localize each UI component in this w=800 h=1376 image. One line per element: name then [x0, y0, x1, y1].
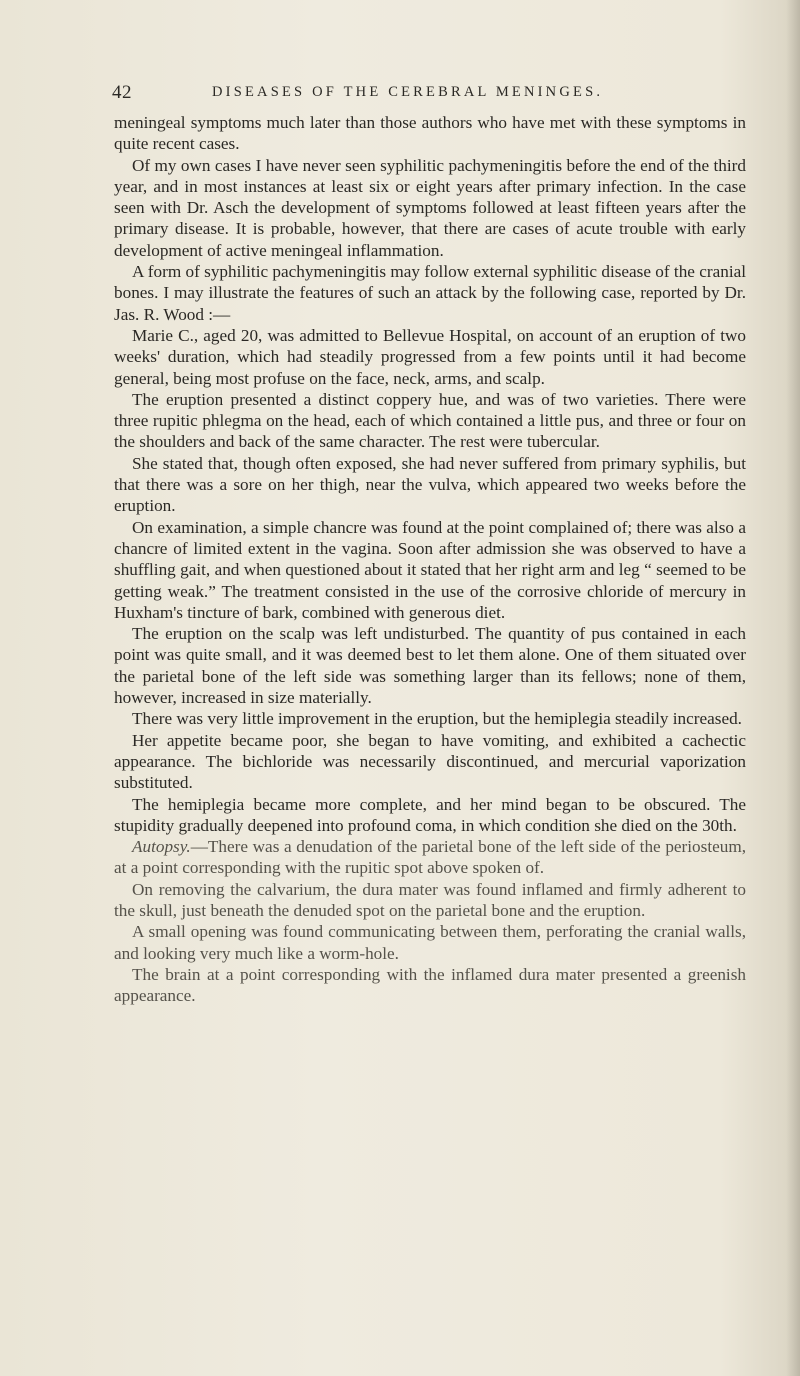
page-number: 42 — [112, 82, 132, 103]
paragraph: Her appetite became poor, she began to have vomiting, and exhibited a cachectic appearance. The bichloride was necessarily discontinued, and mercurial vaporization substituted. — [114, 730, 746, 793]
paragraph: The eruption presented a distinct coppery hue, and was of two varieties. There were three rupitic phlegma on the head, each of which contained a little pus, and three or four on the shoulders and back of the same character. The rest were tubercular. — [114, 389, 746, 452]
paragraph: The hemiplegia became more complete, and her mind began to be obscured. The stupidity gradually deepened into profound coma, in which condition she died on the 30th. — [114, 794, 746, 835]
running-head — [112, 82, 752, 106]
paragraph: Of my own cases I have never seen syphilitic pachymeningitis before the end of the third year, and in most instances at least six or eight years after primary infection. In the case seen with Dr. Asch the development of symptoms followed at least fifteen years after the primary disease. It is probable, however, that there are cases of acute trouble with early development of active meningeal inflammation. — [114, 155, 746, 260]
autopsy-text: —There was a denudation of the parietal bone of the left side of the periosteum, at a point corresponding with the rupitic spot above spoken of. — [114, 837, 746, 878]
paragraph: There was very little improvement in the eruption, but the hemiplegia steadily increased. — [132, 709, 742, 729]
page-edge-shadow — [786, 0, 800, 1376]
autopsy-heading: Autopsy. — [132, 837, 191, 857]
paragraph: She stated that, though often exposed, she had never suffered from primary syphilis, but that there was a sore on her thigh, near the vulva, which appeared two weeks before the eruption. — [114, 453, 746, 516]
paragraph: Marie C., aged 20, was admitted to Bellevue Hospital, on account of an eruption of two weeks' duration, which had steadily progressed from a few points until it had become general, being most profuse on the face, neck, arms, and scalp. — [114, 325, 746, 388]
paragraph: A form of syphilitic pachymeningitis may follow external syphilitic disease of the cranial bones. I may illustrate the features of such an attack by the following case, reported by Dr. Jas. R. Wood :— — [114, 262, 746, 324]
paragraph: On removing the calvarium, the dura mater was found inflamed and firmly adherent to the skull, just beneath the denuded spot on the parietal bone and the eruption. — [114, 879, 746, 920]
paragraph: The eruption on the scalp was left undisturbed. The quantity of pus contained in each point was quite small, and it was deemed best to let them alone. One of them situated over the parietal bone of the left side was something larger than its fellows; none of them, however, increased in size materially. — [114, 624, 746, 708]
paragraph: The brain at a point corresponding with the inflamed dura mater presented a greenish appearance. — [114, 964, 746, 1006]
paragraph: On examination, a simple chancre was found at the point complained of; there was also a chancre of limited extent in the vagina. Soon after admission she was observed to have a shuffling gait, and when questioned about it stated that her right arm and leg “ seemed to be getting weak.” The treatment consisted in the use of the corrosive chloride of mercury in Huxham's tincture of bark, combined with generous diet. — [114, 517, 746, 622]
running-title: DISEASES OF THE CEREBRAL MENINGES. — [212, 84, 604, 100]
paragraph: A small opening was found communicating between them, perforating the cranial walls, and looking very much like a worm-hole. — [114, 922, 746, 963]
body-text — [114, 112, 746, 1006]
paragraph: meningeal symptoms much later than those authors who have met with these symptoms in quite recent cases. — [114, 113, 746, 154]
autopsy-paragraph — [114, 836, 746, 879]
